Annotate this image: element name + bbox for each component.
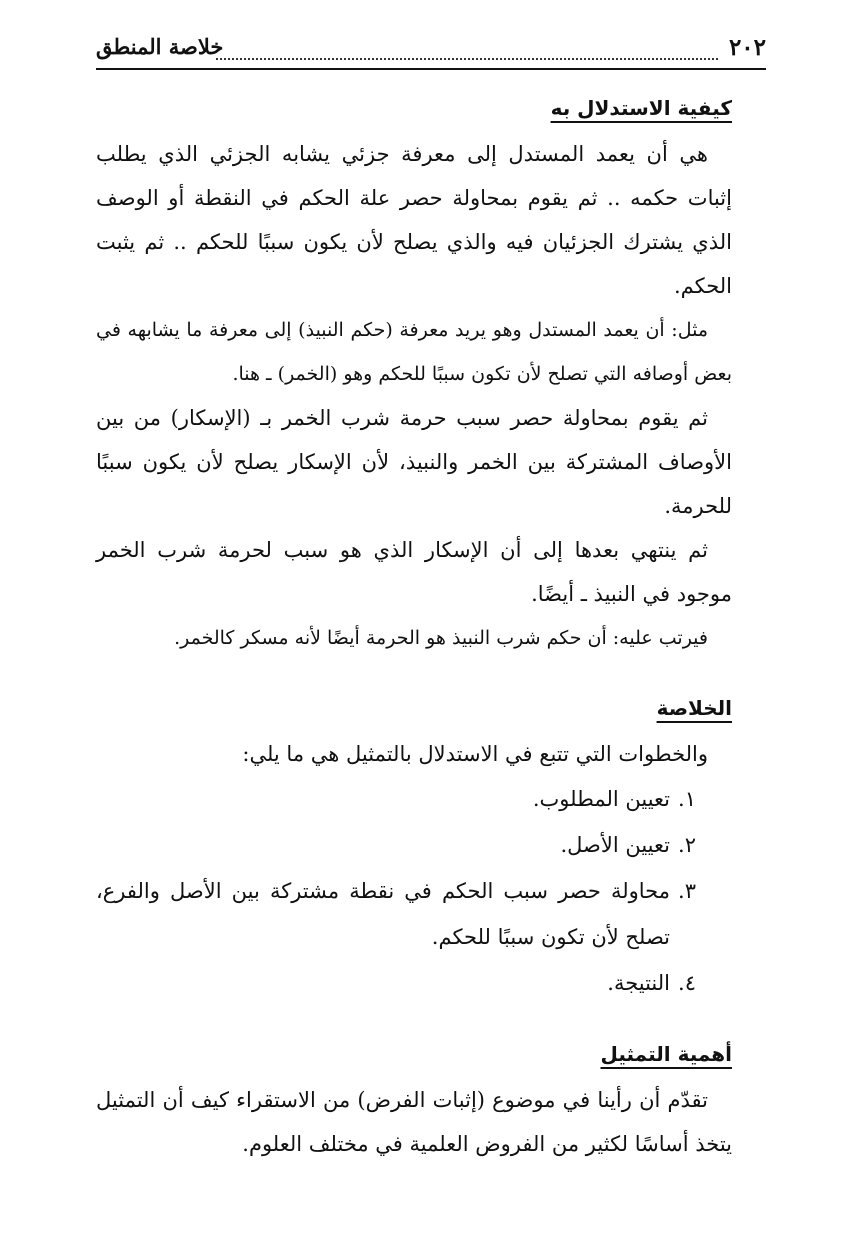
section-heading-summary: الخلاصة xyxy=(656,696,732,720)
section-heading-inference-method: كيفية الاستدلال به xyxy=(550,96,732,120)
list-item xyxy=(96,868,732,960)
paragraph: مثل: أن يعمد المستدل وهو يريد معرفة (حكم النبيذ) إلى معرفة ما يشابهه في بعض أوصافه التي تصلح لأن تكون سببًا للحكم وهو (الخمر) ـ هنا. xyxy=(96,319,732,385)
list-item-number: ٤. xyxy=(678,971,696,995)
paragraph: تقدّم أن رأينا في موضوع (إثبات الفرض) من الاستقراء كيف أن التمثيل يتخذ أساسًا لكثير من الفروض العلمية في مختلف العلوم. xyxy=(96,1088,732,1156)
paragraph: ثم يقوم بمحاولة حصر سبب حرمة شرب الخمر بـ (الإسكار) من بين الأوصاف المشتركة بين الخمر والنبيذ، لأن الإسكار يصلح لأن يكون سببًا للحرمة. xyxy=(96,406,732,518)
steps-list xyxy=(96,776,732,1006)
list-item-number: ٢. xyxy=(678,833,696,857)
list-item-number: ٣. xyxy=(678,879,696,903)
list-item-text: النتيجة. xyxy=(607,971,670,995)
list-item xyxy=(96,776,732,822)
list-item xyxy=(96,822,732,868)
paragraph: هي أن يعمد المستدل إلى معرفة جزئي يشابه الجزئي الذي يطلب إثبات حكمه .. ثم يقوم بمحاولة حصر علة الحكم في النقطة أو الوصف الذي يشترك الجزئيان فيه والذي يصلح لأن يكون سببًا للحكم .. ثم يثبت الحكم. xyxy=(96,142,732,298)
list-item-text: تعيين المطلوب. xyxy=(532,787,670,811)
page-header xyxy=(96,30,766,70)
list-item-number: ١. xyxy=(678,787,696,811)
header-dot-leader xyxy=(216,58,718,60)
list-item xyxy=(96,960,732,1006)
page-body xyxy=(96,88,732,1166)
paragraph: فيرتب عليه: أن حكم شرب النبيذ هو الحرمة أيضًا لأنه مسكر كالخمر. xyxy=(174,627,708,649)
page-number: ٢٠٢ xyxy=(728,34,766,61)
list-item-text: محاولة حصر سبب الحكم في نقطة مشتركة بين الأصل والفرع، تصلح لأن تكون سببًا للحكم. xyxy=(96,879,670,949)
list-item-text: تعيين الأصل. xyxy=(560,833,670,857)
running-title: خلاصة المنطق xyxy=(96,34,224,59)
paragraph: ثم ينتهي بعدها إلى أن الإسكار الذي هو سبب لحرمة شرب الخمر موجود في النبيذ ـ أيضًا. xyxy=(96,538,732,606)
summary-intro: والخطوات التي تتبع في الاستدلال بالتمثيل هي ما يلي: xyxy=(242,742,708,766)
section-heading-importance: أهمية التمثيل xyxy=(600,1042,732,1066)
